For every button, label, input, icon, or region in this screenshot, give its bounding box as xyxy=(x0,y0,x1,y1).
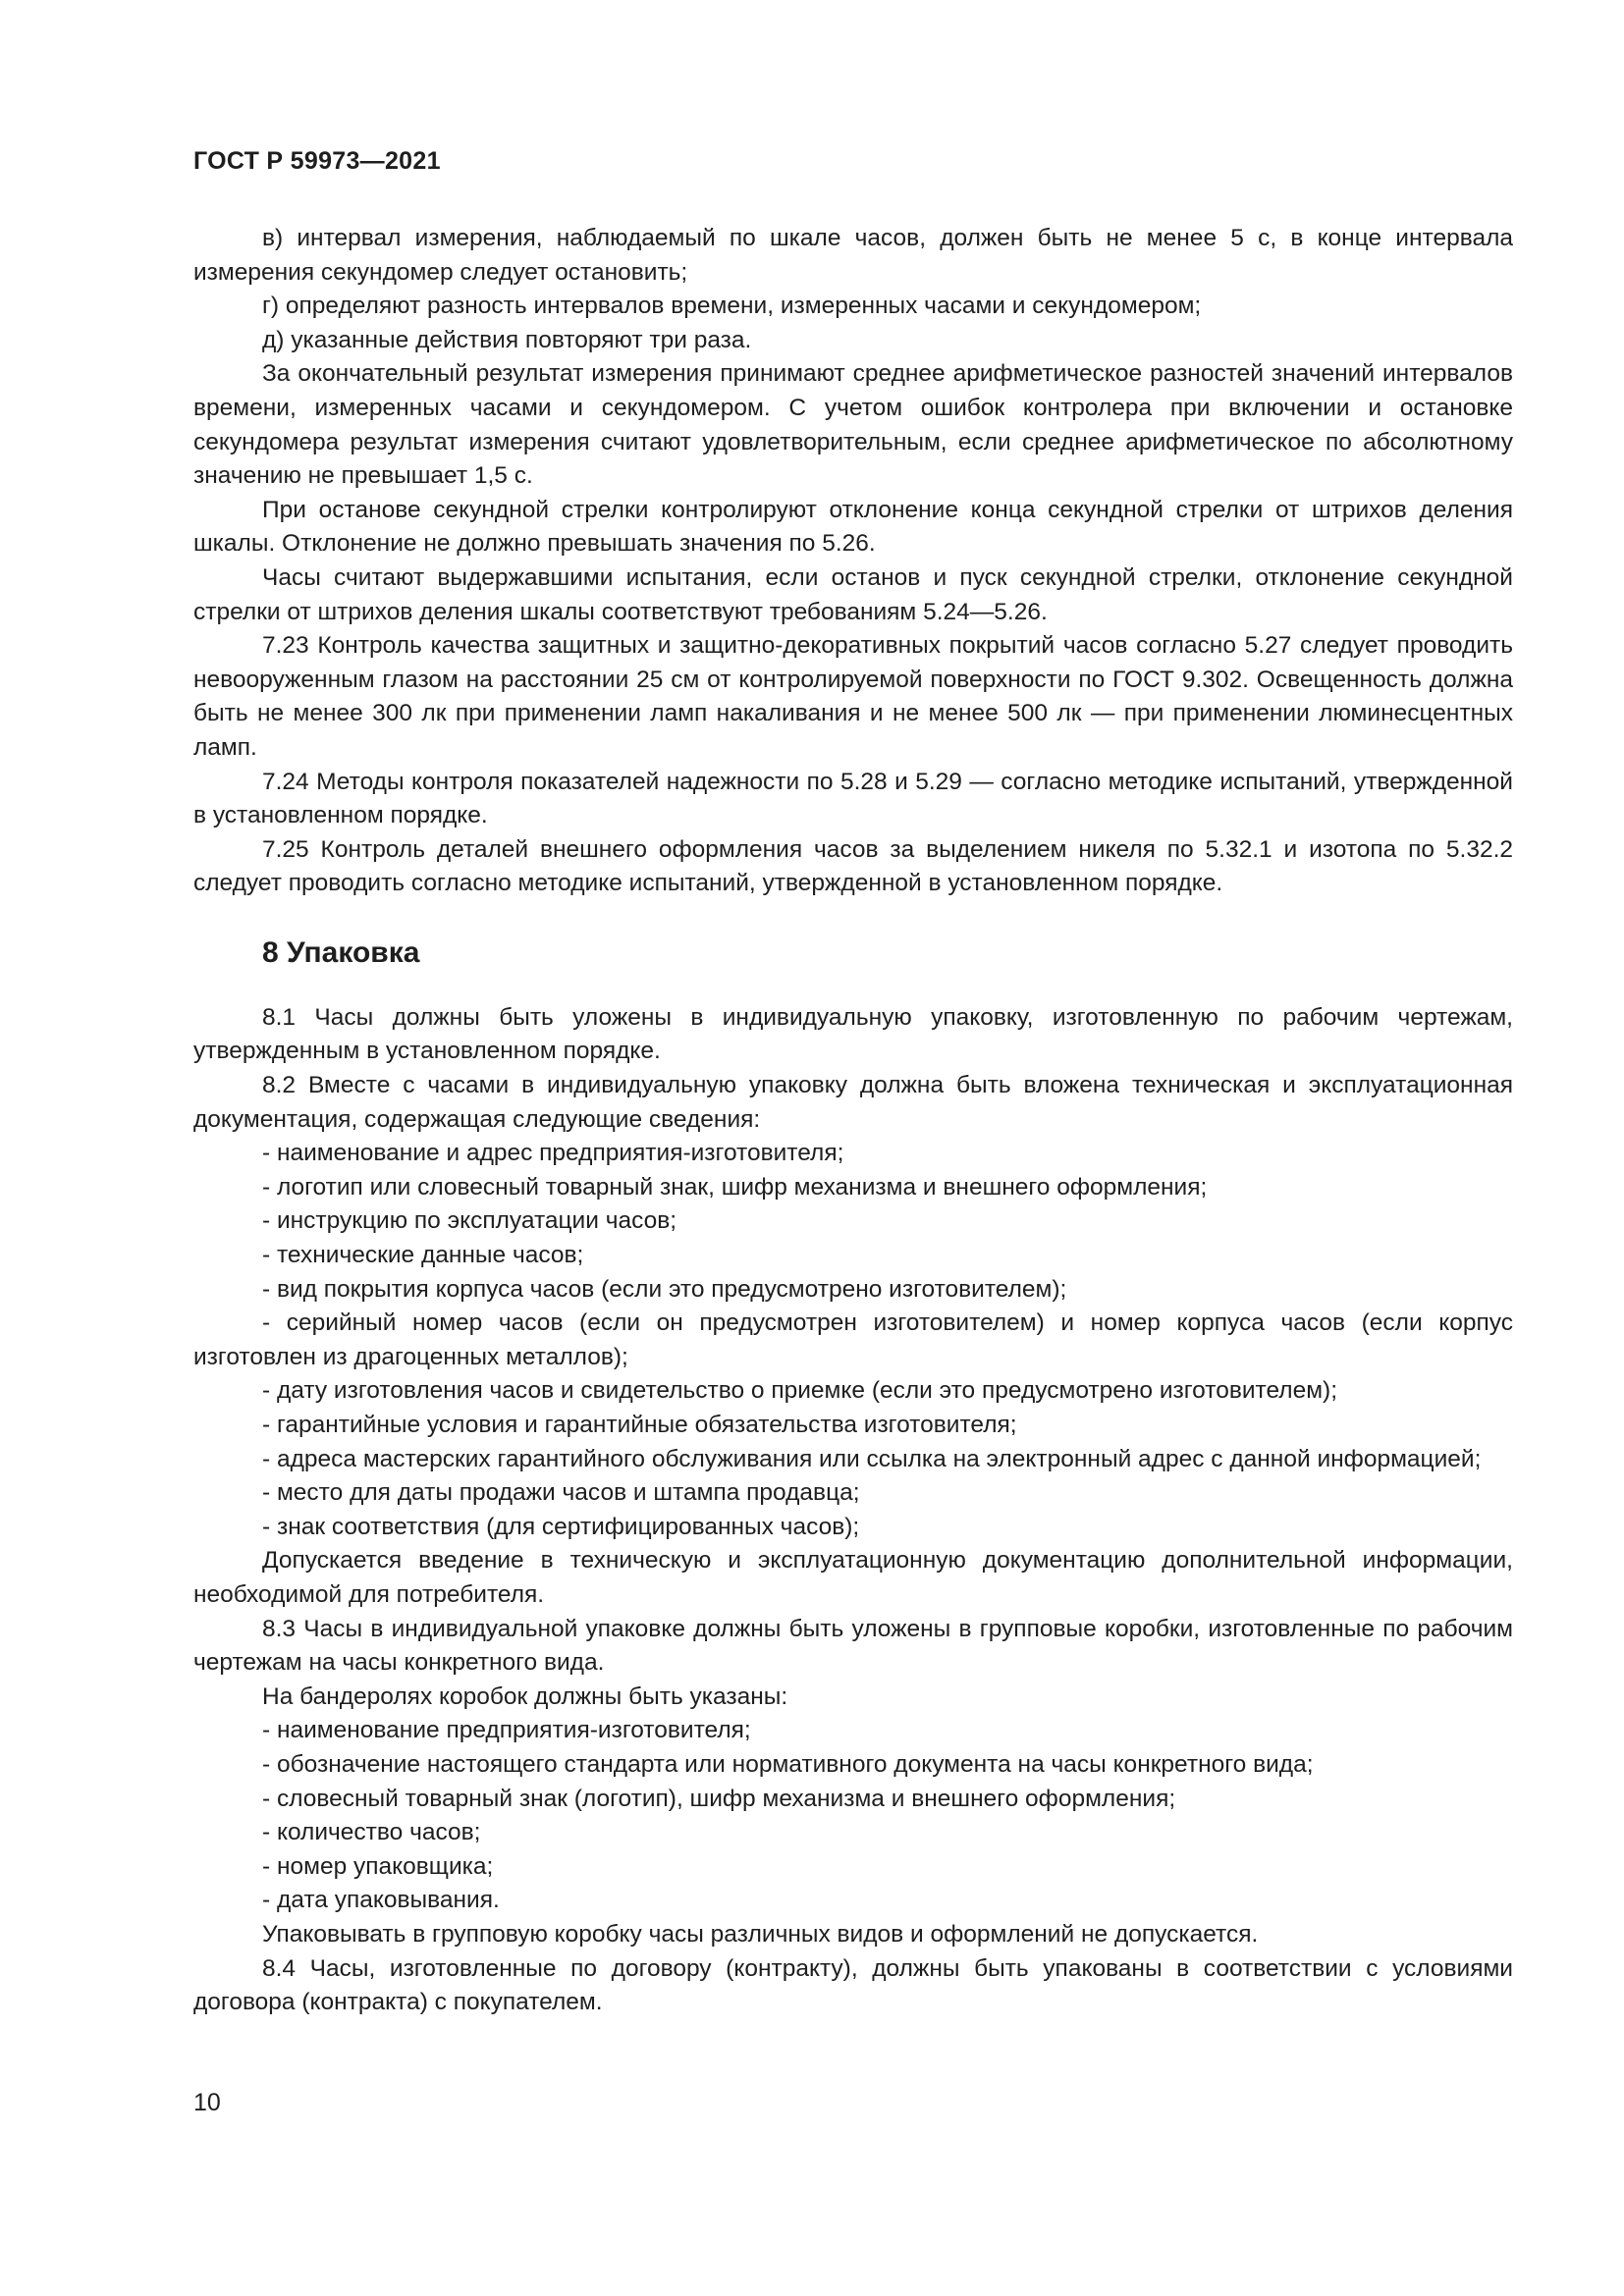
paragraph: За окончательный результат измерения принимают среднее арифметическое разностей значений интервалов времени, измеренных часами и секундомером. С учетом ошибок контролера при включении и остановке секундомера результат измерения считают удовлетворительным, если среднее арифметическое по абсолютному значению не превышает 1,5 с. xyxy=(193,360,1513,490)
list-item: - словесный товарный знак (логотип), шифр механизма и внешнего оформления; xyxy=(262,1785,1176,1812)
page-content xyxy=(193,222,1513,2020)
list-item: - технические данные часов; xyxy=(262,1242,584,1269)
paragraph: 7.24 Методы контроля показателей надежности по 5.28 и 5.29 — согласно методике испытаний, утвержденной в установленном порядке. xyxy=(193,768,1513,829)
list-item: - количество часов; xyxy=(262,1819,481,1846)
list-item: - наименование предприятия-изготовителя; xyxy=(262,1717,751,1744)
paragraph: Упаковывать в групповую коробку часы различных видов и оформлений не допускается. xyxy=(262,1920,1259,1948)
list-item: - место для даты продажи часов и штампа продавца; xyxy=(262,1479,860,1507)
paragraph: 8.1 Часы должны быть уложены в индивидуальную упаковку, изготовленную по рабочим чертежам, утвержденным в установленном порядке. xyxy=(193,1003,1513,1065)
list-item: - номер упаковщика; xyxy=(262,1852,494,1880)
list-item: - обозначение настоящего стандарта или нормативного документа на часы конкретного вида; xyxy=(262,1750,1314,1778)
paragraph: 8.3 Часы в индивидуальной упаковке должны быть уложены в групповые коробки, изготовленные по рабочим чертежам на часы конкретного вида. xyxy=(193,1615,1513,1677)
paragraph: Часы считают выдержавшими испытания, если останов и пуск секундной стрелки, отклонение секундной стрелки от штрихов деления шкалы соответствуют требованиям 5.24—5.26. xyxy=(193,563,1513,625)
document-header-id: ГОСТ Р 59973—2021 xyxy=(193,147,441,175)
list-item: - вид покрытия корпуса часов (если это предусмотрено изготовителем); xyxy=(262,1275,1067,1303)
paragraph: Допускается введение в техническую и эксплуатационную документацию дополнительной информации, необходимой для потребителя. xyxy=(193,1547,1513,1608)
list-item: - инструкцию по эксплуатации часов; xyxy=(262,1207,677,1235)
paragraph: 7.23 Контроль качества защитных и защитно-декоративных покрытий часов согласно 5.27 следует проводить невооруженным глазом на расстоянии 25 см от контролируемой поверхности по ГОСТ 9.302. Освещенность должна быть не менее 300 лк при применении ламп накаливания и не менее 500 лк — при применении люминесцентных ламп. xyxy=(193,632,1513,761)
paragraph: д) указанные действия повторяют три раза. xyxy=(262,326,752,353)
list-item: - гарантийные условия и гарантийные обязательства изготовителя; xyxy=(262,1412,1017,1438)
paragraph: При останове секундной стрелки контролируют отклонение конца секундной стрелки от штрихов деления шкалы. Отклонение не должно превышать значения по 5.26. xyxy=(193,496,1513,558)
paragraph: в) интервал измерения, наблюдаемый по шкале часов, должен быть не менее 5 с, в конце интервала измерения секундомер следует остановить; xyxy=(193,225,1513,286)
paragraph: 8.4 Часы, изготовленные по договору (контракту), должны быть упакованы в соответствии с условиями договора (контракта) с покупателем. xyxy=(193,1954,1513,2016)
paragraph: 8.2 Вместе с часами в индивидуальную упаковку должна быть вложена техническая и эксплуатационная документация, содержащая следующие сведения: xyxy=(193,1072,1513,1133)
paragraph: г) определяют разность интервалов времени, измеренных часами и секундомером; xyxy=(262,293,1202,320)
section-heading: 8 Упаковка xyxy=(262,935,420,969)
list-item: - серийный номер часов (если он предусмотрен изготовителем) и номер корпуса часов (если корпус изготовлен из драгоценных металлов); xyxy=(193,1309,1513,1370)
list-item: - наименование и адрес предприятия-изготовителя; xyxy=(262,1140,844,1167)
paragraph: 7.25 Контроль деталей внешнего оформления часов за выделением никеля по 5.32.1 и изотопа по 5.32.2 следует проводить согласно методике испытаний, утвержденной в установленном порядке. xyxy=(193,835,1513,897)
list-item: - знак соответствия (для сертифицированных часов); xyxy=(262,1513,860,1540)
list-item: - дата упаковывания. xyxy=(262,1887,500,1914)
list-item: - дату изготовления часов и свидетельство о приемке (если это предусмотрено изготовителем); xyxy=(262,1377,1338,1405)
paragraph: На бандеролях коробок должны быть указаны: xyxy=(262,1682,788,1710)
list-item: - адреса мастерских гарантийного обслуживания или ссылка на электронный адрес с данной информацией; xyxy=(262,1445,1482,1472)
page-number: 10 xyxy=(193,2089,221,2116)
list-item: - логотип или словесный товарный знак, шифр механизма и внешнего оформления; xyxy=(262,1173,1208,1201)
